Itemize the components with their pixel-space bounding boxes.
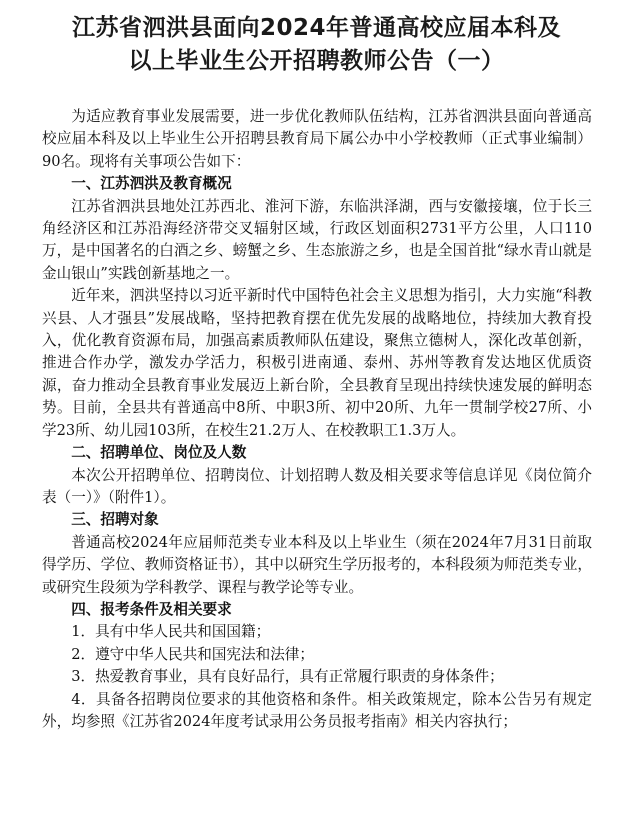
requirement-item-2: 2．遵守中华人民共和国宪法和法律； [71, 645, 314, 663]
section-heading-2: 二、招聘单位、岗位及人数 [71, 444, 247, 462]
section-1-paragraph-1: 江苏省泗洪县地处江苏西北、淮河下游，东临洪泽湖，西与安徽接壤，位于长三角经济区和江苏沿海经济带交叉辐射区域，行政区划面积2731平方公里，人口110万，是中国著名的白酒之乡、螃蟹之乡、生态旅游之乡，也是全国首批“绿水青山就是金山银山”实践创新基地之一。 [42, 197, 592, 282]
title-line-1: 江苏省泗洪县面向2024年普通高校应届本科及 [71, 15, 561, 41]
document-title [30, 12, 603, 78]
section-1-paragraph-2: 近年来，泗洪坚持以习近平新时代中国特色社会主义思想为指引，大力实施“科教兴县、人才强县”发展战略，坚持把教育摆在优先发展的战略地位，持续加大教育投入，优化教育资源布局，加强高素质教师队伍建设，聚焦立德树人，深化改革创新，推进合作办学，激发办学活力，积极引进南通、泰州、苏州等教育发达地区优质资源，奋力推动全县教育事业发展迈上新台阶，全县教育呈现出持续快速发展的鲜明态势。目前，全县共有普通高中8所、中职3所、初中20所、九年一贯制学校27所、小学23所、幼儿园103所，在校生21.2万人、在校教职工1.3万人。 [42, 287, 592, 439]
intro-paragraph: 为适应教育事业发展需要，进一步优化教师队伍结构，江苏省泗洪县面向普通高校应届本科及以上毕业生公开招聘县教育局下属公办中小学校教师（正式事业编制）90名。现将有关事项公告如下： [42, 108, 592, 170]
section-2-paragraph-1: 本次公开招聘单位、招聘岗位、计划招聘人数及相关要求等信息详见《岗位简介表（一）》（附件1）。 [42, 466, 592, 506]
requirement-item-1: 1．具有中华人民共和国国籍； [71, 623, 271, 641]
requirement-item-4: 4．具备各招聘岗位要求的其他资格和条件。相关政策规定，除本公告另有规定外，均参照《江苏省2024年度考试录用公务员报考指南》相关内容执行； [42, 690, 592, 730]
section-heading-1: 一、江苏泗洪及教育概况 [71, 175, 232, 193]
requirement-item-3: 3．热爱教育事业，具有良好品行，具有正常履行职责的身体条件； [71, 668, 504, 686]
document-body [42, 106, 592, 733]
section-3-paragraph-1: 普通高校2024年应届师范类专业本科及以上毕业生（须在2024年7月31日前取得学历、学位、教师资格证书），其中以研究生学历报考的，本科段须为师范类专业，或研究生段须为学科教学、课程与教学论等专业。 [42, 533, 592, 596]
section-heading-4: 四、报考条件及相关要求 [71, 600, 232, 618]
title-line-2: 以上毕业生公开招聘教师公告（一） [128, 48, 505, 74]
section-heading-3: 三、招聘对象 [71, 511, 159, 529]
